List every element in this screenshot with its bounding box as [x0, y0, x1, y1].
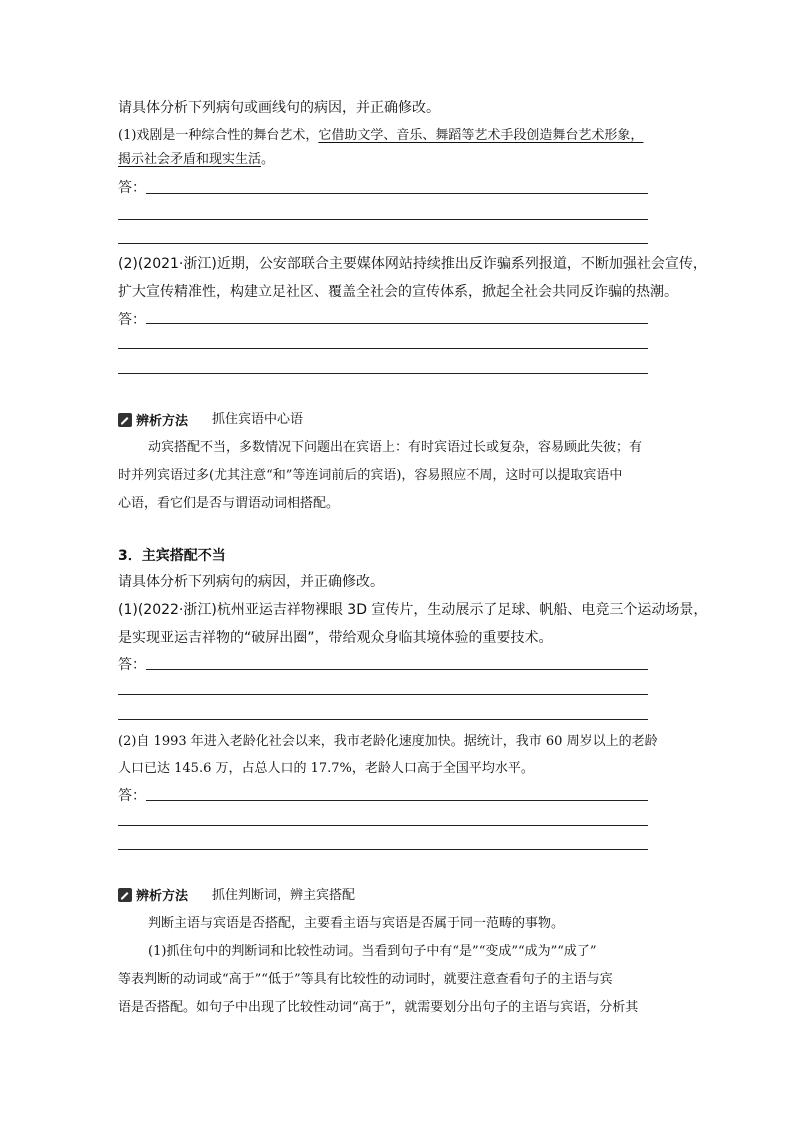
- question-2-line-2: 扩大宣传精准性，构建立足社区、覆盖全社会的宣传体系，掀起全社会共同反诈骗的热潮。: [118, 284, 678, 300]
- answer-label: 答：: [118, 180, 146, 196]
- answer-label: 答：: [118, 788, 146, 804]
- answer-line[interactable]: [118, 825, 648, 826]
- answer-line[interactable]: [146, 193, 648, 194]
- answer-line[interactable]: [146, 669, 648, 670]
- method-paragraph-line: 时并列宾语过多(尤其注意“和”等连词前后的宾语)，容易照应不周，这时可以提取宾语中: [118, 468, 623, 483]
- method-paragraph-line: 语是否搭配。如句子中出现了比较性动词“高于”，就需要划分出句子的主语与宾语，分析其: [118, 1000, 639, 1015]
- question-1-end: 。: [261, 152, 275, 167]
- question-3-line-2: 是实现亚运吉祥物的“破屏出圈”，带给观众身临其境体验的重要技术。: [118, 630, 553, 646]
- instruction-text: 请具体分析下列病句或画线句的病因，并正确修改。: [118, 100, 440, 116]
- question-4-line-1: (2)自 1993 年进入老龄化社会以来，我市老龄化速度加快。据统计，我市 60 周岁以上的老龄: [118, 734, 658, 749]
- question-1-prefix: (1)戏剧是一种综合性的舞台艺术，: [118, 128, 319, 143]
- method-badge: [118, 410, 188, 429]
- question-3-line-1: (1)(2022·浙江)杭州亚运吉祥物裸眼 3D 宣传片，生动展示了足球、帆船、电竞三个运动场景，: [118, 602, 708, 618]
- method-paragraph-line: 等表判断的动词或“高于”“低于”等具有比较性的动词时，就要注意查看句子的主语与宾: [118, 972, 613, 987]
- method-paragraph-line: 心语，看它们是否与谓语动词相搭配。: [118, 496, 340, 511]
- question-1-line-1: [118, 126, 643, 146]
- method-paragraph-line: 判断主语与宾语是否搭配，主要看主语与宾语是否属于同一范畴的事物。: [148, 916, 565, 931]
- answer-line[interactable]: [118, 719, 648, 720]
- method-title: 抓住宾语中心语: [212, 412, 304, 427]
- instruction-text: 请具体分析下列病句的病因，并正确修改。: [118, 574, 384, 590]
- answer-label: 答：: [118, 657, 146, 673]
- answer-label: 答：: [118, 312, 146, 328]
- question-1-line-2: [118, 150, 274, 170]
- answer-line[interactable]: [118, 348, 648, 349]
- method-badge: [118, 885, 188, 904]
- pen-icon: [118, 888, 132, 902]
- question-2-line-1: (2)(2021·浙江)近期，公安部联合主要媒体网站持续推出反诈骗系列报道，不断加强社会宣传，: [118, 256, 707, 272]
- answer-line[interactable]: [118, 849, 648, 850]
- method-badge-label: 辨析方法: [136, 414, 189, 429]
- method-paragraph-line: (1)抓住句中的判断词和比较性动词。当看到句子中有“是”“变成”“成为”“成了”: [148, 944, 597, 959]
- question-1-underlined-part-a: 它借助文学、音乐、舞蹈等艺术手段创造舞台艺术形象，: [318, 128, 644, 143]
- answer-line[interactable]: [146, 323, 648, 324]
- answer-line[interactable]: [118, 219, 648, 220]
- question-4-line-2: 人口已达 145.6 万，占总人口的 17.7%，老龄人口高于全国平均水平。: [118, 761, 534, 776]
- method-title: 抓住判断词，辨主宾搭配: [212, 888, 356, 903]
- section-3-title: 3．主宾搭配不当: [118, 548, 226, 564]
- method-paragraph-line: 动宾搭配不当，多数情况下问题出在宾语上：有时宾语过长或复杂，容易顾此失彼；有: [148, 440, 643, 455]
- method-badge-label: 辨析方法: [136, 889, 189, 904]
- answer-line[interactable]: [146, 800, 648, 801]
- answer-line[interactable]: [118, 373, 648, 374]
- answer-line[interactable]: [118, 243, 648, 244]
- question-1-underlined-part-b: 揭示社会矛盾和现实生活: [118, 152, 262, 167]
- answer-line[interactable]: [118, 694, 648, 695]
- pen-icon: [118, 413, 132, 427]
